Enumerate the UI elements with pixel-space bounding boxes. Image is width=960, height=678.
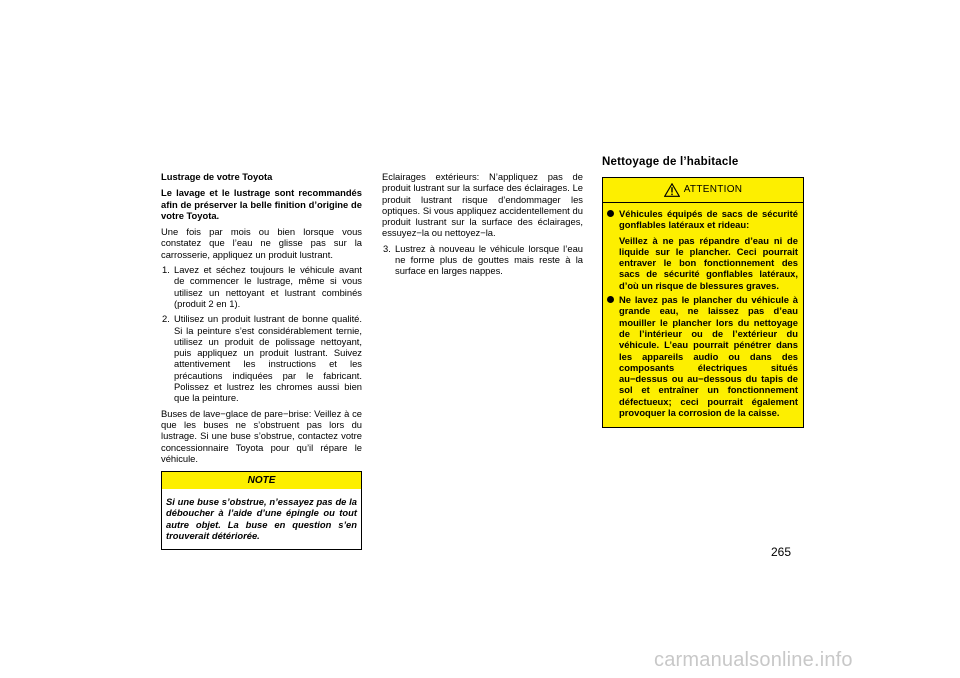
step-text: Lustrez à nouveau le véhicule lorsque l’eau ne forme plus de gouttes mais reste à la surface en larges nappes. bbox=[395, 242, 583, 277]
note-text: Si une buse s’obstrue, n’essayez pas de la déboucher à l’aide d’une épingle ou tout autre objet. La buse en question s’en trouverait détériorée. bbox=[166, 496, 357, 542]
bullet-text: Ne lavez pas le plancher du véhicule à grande eau, ne laissez pas d’eau mouiller le plancher lors du nettoyage de l’intérieur ou de l’extérieur du véhicule. L’eau pourrait pénétrer dans les appareils audio ou dans des composants électriques situés au−dessus ou au−dessous du tapis de sol et entraîner un fonctionnement défectueux; ceci pourrait également provoquer la corrosion de la caisse. bbox=[619, 294, 798, 419]
attention-heading: ATTENTION bbox=[683, 184, 743, 196]
attention-bullet bbox=[607, 208, 798, 291]
bullet-title: Véhicules équipés de sacs de sécurité gonflables latéraux et rideau: bbox=[619, 208, 798, 231]
intro-paragraph: Une fois par mois ou bien lorsque vous constatez que l’eau ne glisse pas sur la carrosserie, appliquez un produit lustrant. bbox=[161, 226, 362, 260]
bold-intro: Le lavage et le lustrage sont recommandés afin de préserver la belle finition d’origine de votre Toyota. bbox=[161, 187, 362, 221]
note-heading: NOTE bbox=[162, 472, 361, 489]
step-number: 3. bbox=[383, 242, 391, 254]
attention-body bbox=[603, 203, 803, 427]
watermark-text: carmanualsonline.info bbox=[654, 649, 853, 671]
step-item bbox=[161, 264, 362, 309]
attention-header bbox=[603, 178, 803, 203]
step-number: 1. bbox=[162, 264, 170, 276]
exterior-lights-paragraph: Eclairages extérieurs: N’appliquez pas de produit lustrant sur la surface des éclairages. Le produit lustrant risque d’endommager les optiques. Si vous appliquez accidentellement du produit lustrant sur la surface des éclairages, essuyez−la ou nettoyez−la. bbox=[382, 171, 583, 239]
subsection-title: Lustrage de votre Toyota bbox=[161, 171, 273, 182]
section-title: Nettoyage de l’habitacle bbox=[602, 156, 739, 168]
warning-triangle-icon bbox=[664, 183, 680, 197]
attention-bullet bbox=[607, 294, 798, 418]
attention-box bbox=[602, 177, 804, 428]
step-text: Lavez et séchez toujours le véhicule avant de commencer le lustrage, même si vous utilisez un nettoyant et lustrant combinés (produit 2 en 1). bbox=[174, 264, 362, 309]
bullet-dot-icon bbox=[607, 296, 614, 303]
left-column bbox=[161, 171, 362, 550]
step-number: 2. bbox=[162, 313, 170, 325]
right-column bbox=[602, 156, 804, 428]
note-box bbox=[161, 471, 362, 550]
step-item bbox=[382, 243, 583, 277]
step-item bbox=[161, 313, 362, 403]
step-text: Utilisez un produit lustrant de bonne qualité. Si la peinture s’est considérablement ternie, utilisez un produit de polissage nettoyant, puis appliquez un produit lustrant. Suivez attentivement les instructions et les précautions indiquées par le fabricant. Polissez et lustrez les chromes aussi bien que la peinture. bbox=[174, 313, 362, 404]
bullet-text: Veillez à ne pas répandre d’eau ni de liquide sur le plancher. Ceci pourrait entraver le bon fonctionnement des sacs de sécurité gonflables latéraux, d’où un risque de blessures graves. bbox=[619, 234, 798, 291]
page-number: 265 bbox=[771, 545, 792, 559]
bullet-dot-icon bbox=[607, 210, 614, 217]
middle-column bbox=[382, 171, 583, 281]
washer-nozzles-paragraph: Buses de lave−glace de pare−brise: Veillez à ce que les buses ne s’obstruent pas lors du lustrage. Si une buse s’obstrue, contactez votre concessionnaire Toyota pour qu’il répare le véhicule. bbox=[161, 407, 362, 464]
